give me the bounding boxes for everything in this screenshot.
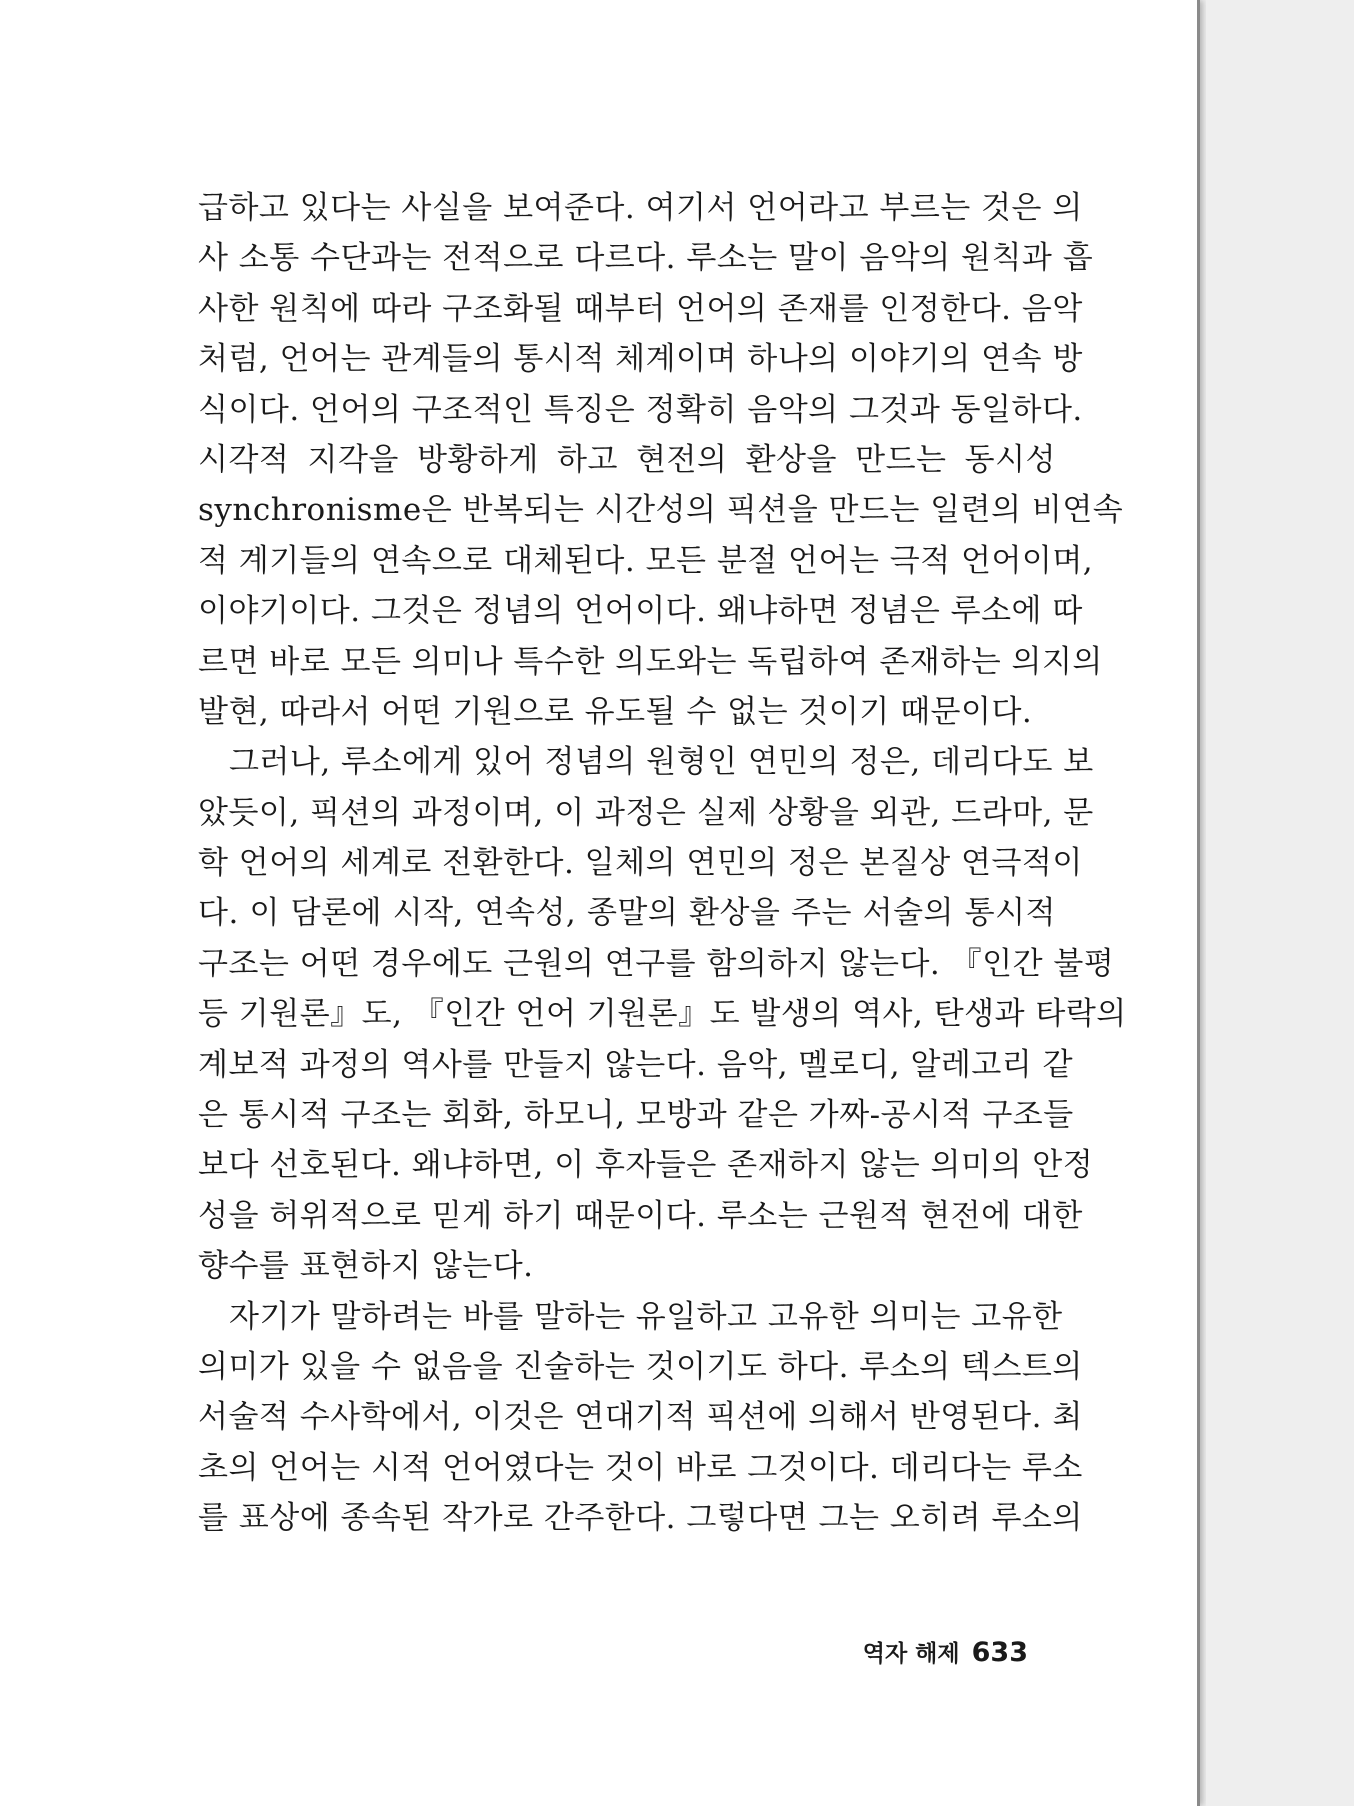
text-line: 등 기원론』도, 『인간 언어 기원론』도 발생의 역사, 탄생과 타락의 (198, 996, 1127, 1033)
text-line: 향수를 표현하지 않는다. (198, 1248, 534, 1285)
page-footer (838, 1635, 1028, 1668)
text-line: 를 표상에 종속된 작가로 간주한다. 그렇다면 그는 오히려 루소의 (198, 1500, 1083, 1537)
text-line: 구조는 어떤 경우에도 근원의 연구를 함의하지 않는다. 『인간 불평 (198, 945, 1115, 982)
text-line: 사한 원칙에 따라 구조화될 때부터 언어의 존재를 인정한다. 음악 (198, 290, 1083, 327)
text-line: 적 계기들의 연속으로 대체된다. 모든 분절 언어는 극적 언어이며, (198, 542, 1094, 579)
text-line: synchronisme은 반복되는 시간성의 픽션을 만드는 일련의 비연속 (198, 492, 1124, 529)
text-line: 사 소통 수단과는 전적으로 다르다. 루소는 말이 음악의 원칙과 흡 (198, 240, 1094, 277)
text-line: 식이다. 언어의 구조적인 특징은 정확히 음악의 그것과 동일하다. (198, 391, 1083, 428)
text-line: 그러나, 루소에게 있어 정념의 원형인 연민의 정은, 데리다도 보 (229, 744, 1094, 781)
text-line: 초의 언어는 시적 언어였다는 것이 바로 그것이다. 데리다는 루소 (198, 1449, 1083, 1486)
text-line: 급하고 있다는 사실을 보여준다. 여기서 언어라고 부르는 것은 의 (198, 190, 1083, 226)
text-line: 처럼, 언어는 관계들의 통시적 체계이며 하나의 이야기의 연속 방 (198, 341, 1083, 378)
text-line: 의미가 있을 수 없음을 진술하는 것이기도 하다. 루소의 텍스트의 (198, 1348, 1083, 1385)
text-line: 계보적 과정의 역사를 만들지 않는다. 음악, 멜로디, 알레고리 같 (198, 1046, 1074, 1083)
text-line: 다. 이 담론에 시작, 연속성, 종말의 환상을 주는 서술의 통시적 (198, 895, 1056, 932)
page-number: 633 (971, 1637, 1028, 1668)
text-line: 보다 선호된다. 왜냐하면, 이 후자들은 존재하지 않는 의미의 안정 (198, 1147, 1094, 1184)
text-line: 발현, 따라서 어떤 기원으로 유도될 수 없는 것이기 때문이다. (198, 693, 1033, 730)
viewer-background (1206, 0, 1354, 1806)
running-footer-section: 역자 해제 (862, 1641, 960, 1667)
text-line: 서술적 수사학에서, 이것은 연대기적 픽션에 의해서 반영된다. 최 (198, 1399, 1083, 1436)
text-line: 자기가 말하려는 바를 말하는 유일하고 고유한 의미는 고유한 (229, 1298, 1063, 1335)
text-line: 은 통시적 구조는 회화, 하모니, 모방과 같은 가짜-공시적 구조들 (198, 1097, 1074, 1134)
text-line: 았듯이, 픽션의 과정이며, 이 과정은 실제 상황을 외관, 드라마, 문 (198, 794, 1094, 831)
text-line: 이야기이다. 그것은 정념의 언어이다. 왜냐하면 정념은 루소에 따 (198, 593, 1083, 630)
text-line: 르면 바로 모든 의미나 특수한 의도와는 독립하여 존재하는 의지의 (198, 643, 1103, 680)
body-text (198, 183, 1127, 1544)
text-line: 시각적 지각을 방황하게 하고 현전의 환상을 만드는 동시성 (198, 441, 1056, 478)
text-line: 학 언어의 세계로 전환한다. 일체의 연민의 정은 본질상 연극적이 (198, 845, 1083, 882)
text-line: 성을 허위적으로 믿게 하기 때문이다. 루소는 근원적 현전에 대한 (198, 1197, 1083, 1234)
